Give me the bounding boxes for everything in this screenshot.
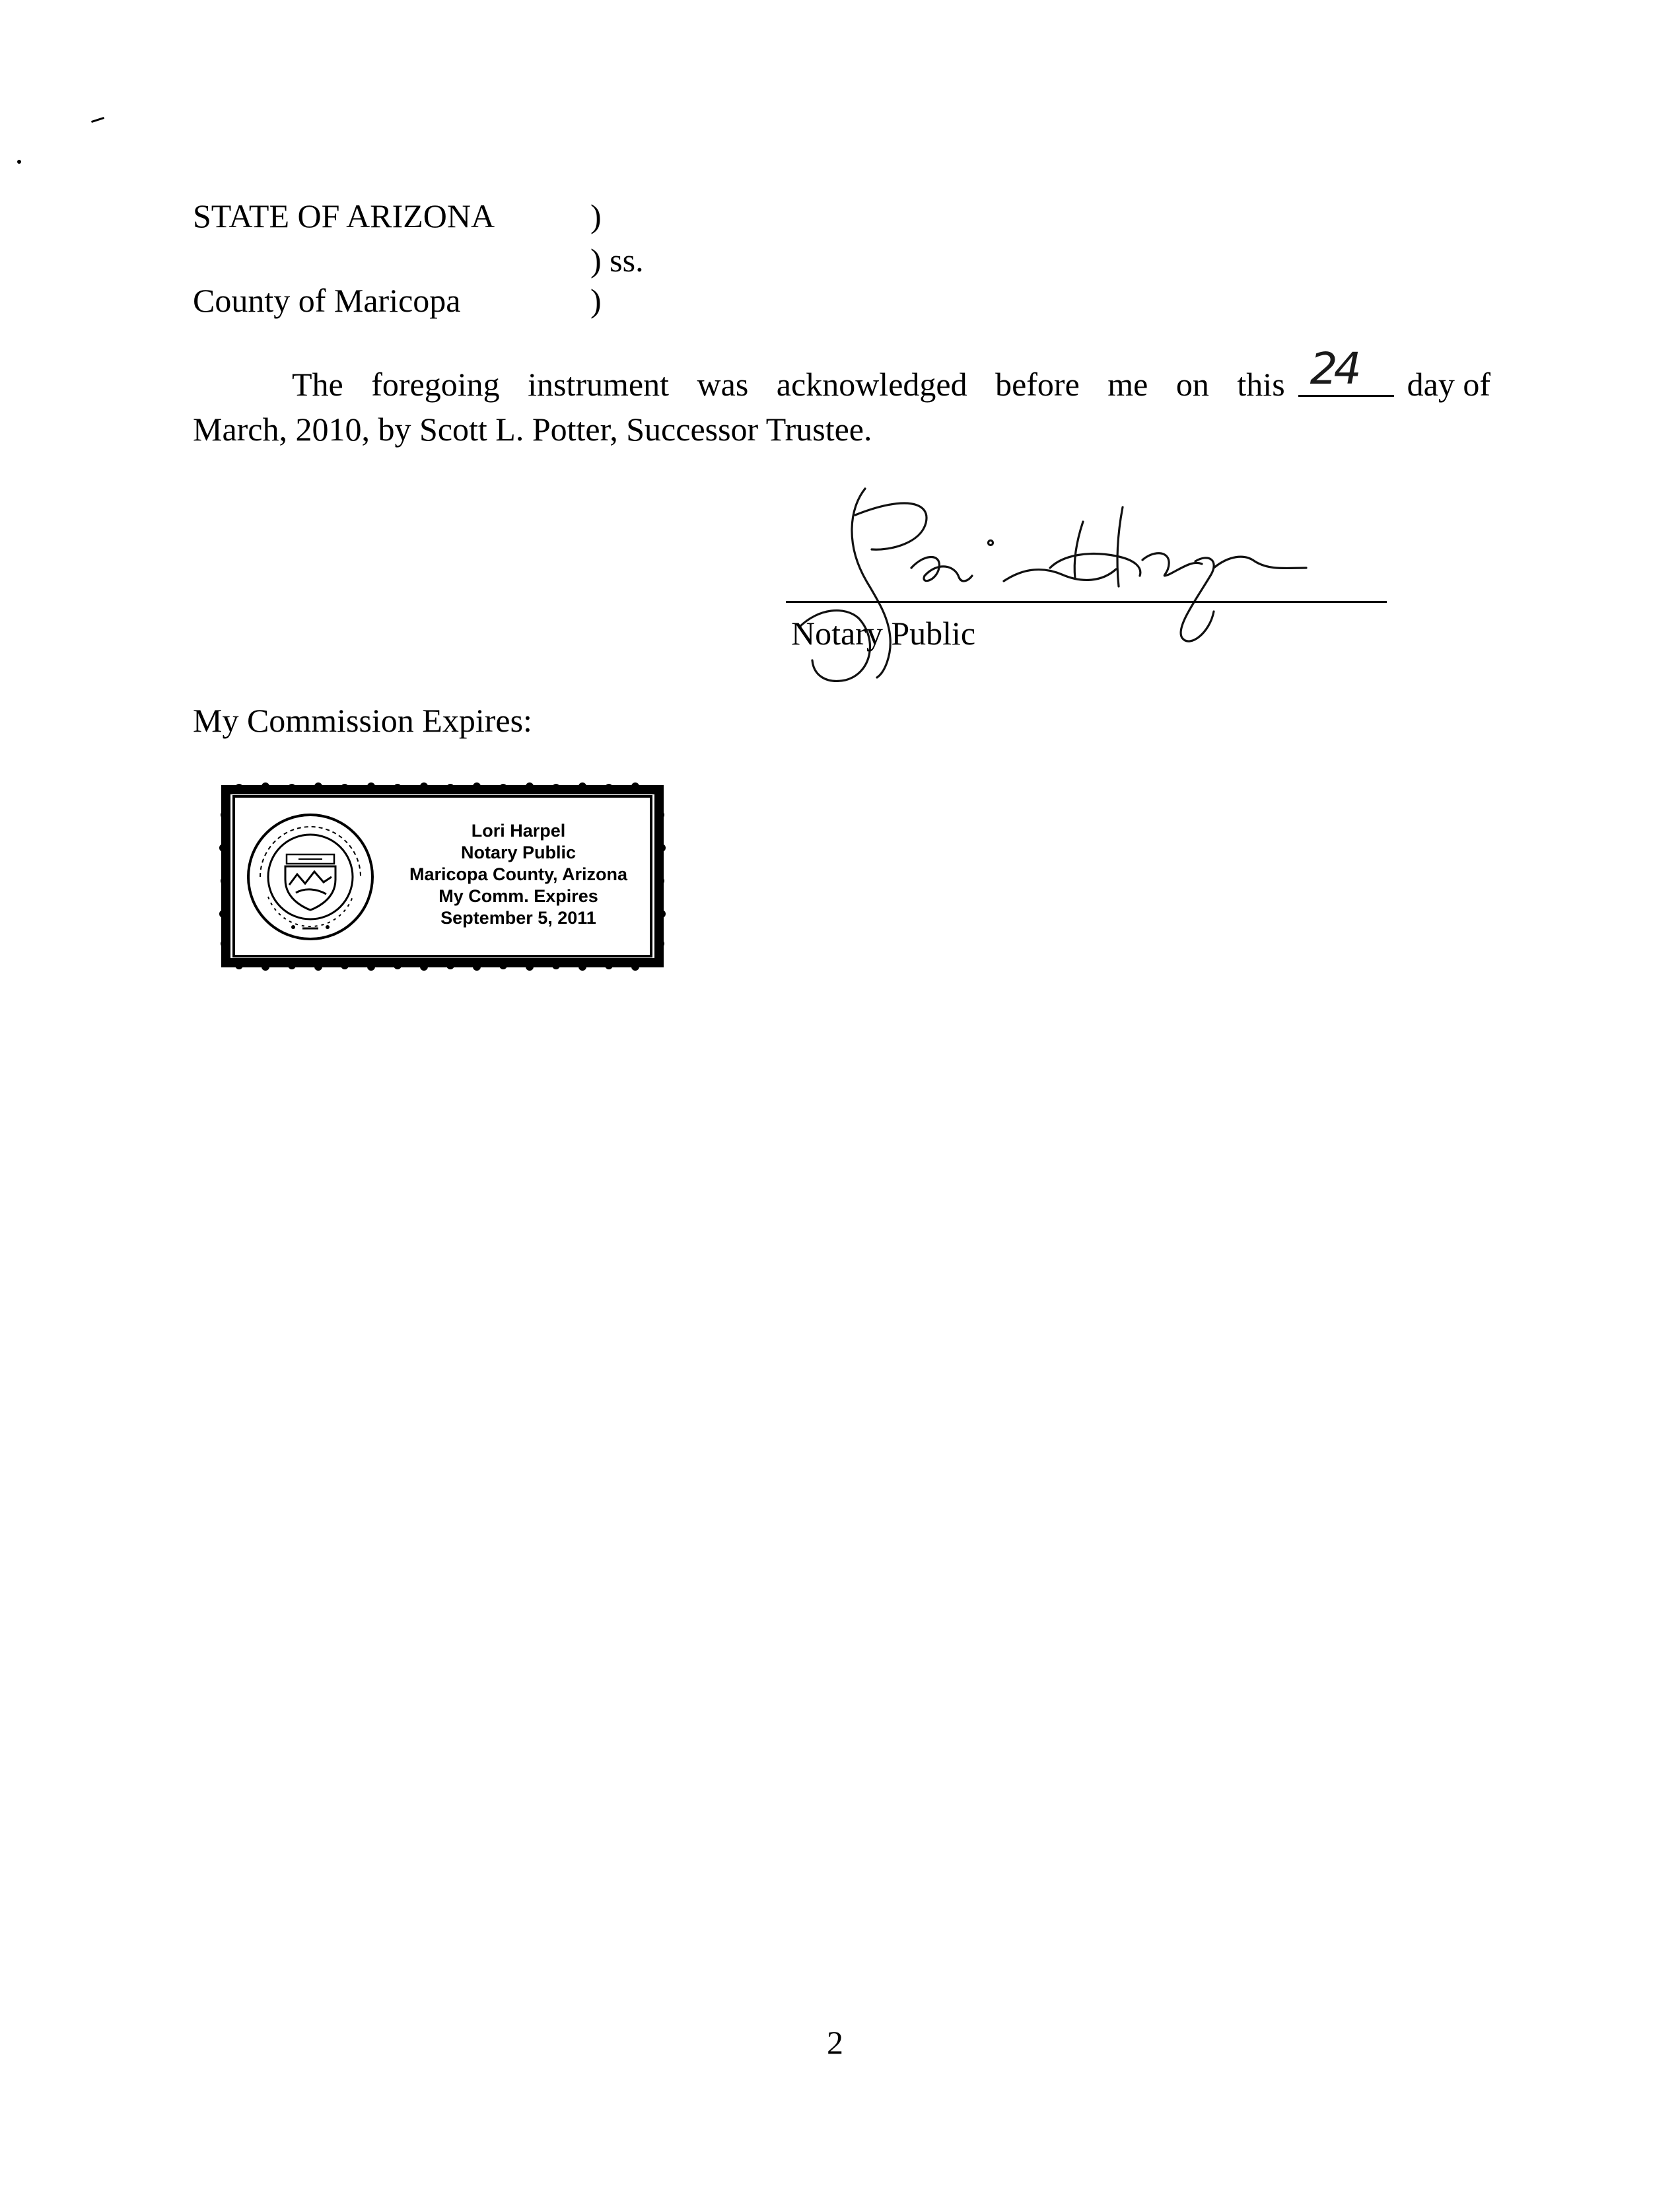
handwritten-day: 24 <box>1310 343 1358 394</box>
acknowledgment-text: The foregoing instrument was acknowledged before me on this <box>292 366 1285 403</box>
notary-public-caption: Notary Public <box>791 615 976 652</box>
stamp-line-expires-date: September 5, 2011 <box>440 908 596 928</box>
notary-signature <box>773 482 1367 693</box>
acknowledgment-day-of: day of <box>1407 366 1490 403</box>
stamp-line-title: Notary Public <box>460 843 577 862</box>
page-number: 2 <box>827 2024 843 2061</box>
venue-county: County of Maricopa <box>193 282 461 319</box>
scan-mark <box>91 117 104 123</box>
scan-mark <box>17 160 21 164</box>
signature-line <box>786 601 1387 603</box>
venue-state: STATE OF ARIZONA <box>193 197 495 234</box>
venue-paren-top: ) <box>590 197 602 234</box>
stamp-line-name: Lori Harpel <box>471 821 566 841</box>
stamp-line-expires-label: My Comm. Expires <box>438 886 598 906</box>
venue-paren-ss: ) ss. <box>590 242 644 279</box>
stamp-line-county: Maricopa County, Arizona <box>409 864 628 884</box>
arizona-state-seal-icon <box>244 811 376 943</box>
venue-paren-bottom: ) <box>590 282 602 319</box>
stamp-text-block <box>383 820 654 929</box>
day-blank <box>1298 343 1394 397</box>
commission-expires-label: My Commission Expires: <box>193 702 532 739</box>
acknowledgment-paragraph <box>193 343 1490 452</box>
acknowledgment-line-2: March, 2010, by Scott L. Potter, Successor Trustee. <box>193 411 872 448</box>
notary-stamp <box>219 782 666 971</box>
